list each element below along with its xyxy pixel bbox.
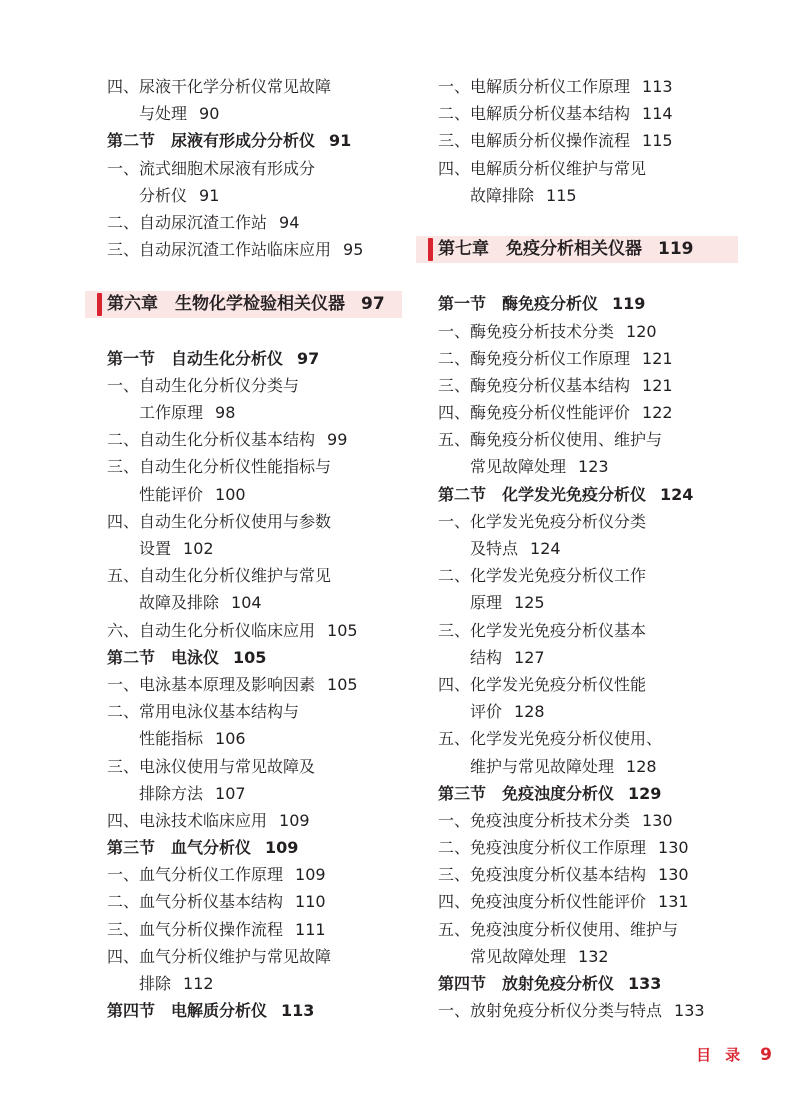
- toc-right-column: [438, 73, 738, 1024]
- entry-title: 四、电解质分析仪维护与常见: [438, 158, 647, 178]
- entry-page-number: 124: [530, 539, 561, 558]
- toc-entry-continuation: [107, 100, 402, 127]
- entry-page-number: 105: [233, 647, 267, 667]
- chapter-heading: [85, 291, 402, 318]
- entry-title: 第七章 免疫分析相关仪器: [438, 239, 642, 260]
- entry-title: 第三节 血气分析仪: [107, 838, 252, 858]
- entry-title: 第一节 酶免疫分析仪: [438, 294, 599, 314]
- entry-title: 四、电泳技术临床应用: [107, 810, 268, 830]
- section-heading: [107, 127, 402, 154]
- toc-entry-continuation: [107, 182, 402, 209]
- entry-title: 四、化学发光免疫分析仪性能: [438, 674, 647, 694]
- entry-page-number: 98: [215, 403, 236, 423]
- entry-page-number: 91: [329, 131, 352, 151]
- entry-title: 三、电解质分析仪操作流程: [438, 131, 631, 151]
- entry-page-number: 127: [514, 647, 545, 667]
- entry-page-number: 102: [183, 539, 214, 558]
- entry-title: 第三节 免疫浊度分析仪: [438, 783, 615, 803]
- entry-title: 三、免疫浊度分析仪基本结构: [438, 865, 647, 885]
- entry-page-number: 129: [628, 783, 662, 803]
- section-heading: [107, 997, 402, 1024]
- toc-entry-continuation: [107, 725, 402, 752]
- entry-title: 第二节 电泳仪: [107, 647, 220, 667]
- entry-page-number: 114: [642, 104, 673, 124]
- toc-entry: [438, 426, 738, 453]
- entry-title: 二、酶免疫分析仪工作原理: [438, 348, 631, 368]
- entry-title: 四、免疫浊度分析仪性能评价: [438, 892, 647, 912]
- toc-entry: [107, 155, 402, 182]
- entry-page-number: 130: [658, 838, 689, 858]
- entry-page-number: 109: [279, 810, 310, 830]
- entry-title: 五、自动生化分析仪维护与常见: [107, 566, 332, 586]
- toc-entry: [107, 426, 402, 453]
- entry-title: 二、常用电泳仪基本结构与: [107, 702, 300, 722]
- toc-entry: [438, 508, 738, 535]
- toc-entry-continuation: [107, 589, 402, 616]
- toc-entry: [107, 861, 402, 888]
- entry-title: 一、流式细胞术尿液有形成分: [107, 158, 316, 178]
- entry-title: 一、免疫浊度分析技术分类: [438, 810, 631, 830]
- toc-entry-continuation: [438, 453, 738, 480]
- toc-entry-continuation: [438, 535, 738, 562]
- entry-page-number: 115: [642, 131, 673, 151]
- entry-title: 分析仪: [139, 185, 188, 205]
- spacer: [438, 209, 738, 236]
- entry-title: 性能指标: [139, 729, 204, 749]
- toc-entry: [438, 861, 738, 888]
- entry-title: 原理: [470, 593, 503, 613]
- entry-page-number: 90: [199, 104, 220, 124]
- toc-entry: [107, 209, 402, 236]
- entry-title: 及特点: [470, 539, 519, 558]
- entry-page-number: 91: [199, 185, 220, 205]
- entry-page-number: 113: [281, 1001, 315, 1021]
- entry-title: 一、化学发光免疫分析仪分类: [438, 511, 647, 531]
- section-heading: [107, 644, 402, 671]
- entry-title: 三、自动尿沉渣工作站临床应用: [107, 240, 332, 260]
- entry-page-number: 109: [265, 838, 299, 858]
- entry-title: 二、自动尿沉渣工作站: [107, 212, 268, 232]
- toc-entry: [438, 399, 738, 426]
- entry-page-number: 130: [642, 810, 673, 830]
- entry-title: 二、电解质分析仪基本结构: [438, 104, 631, 124]
- entry-title: 一、酶免疫分析技术分类: [438, 321, 615, 341]
- entry-page-number: 130: [658, 865, 689, 885]
- entry-page-number: 121: [642, 348, 673, 368]
- toc-entry: [107, 617, 402, 644]
- chapter-marker-bar: [428, 238, 433, 261]
- entry-title: 与处理: [139, 104, 188, 124]
- entry-title: 设置: [139, 539, 172, 558]
- entry-title: 常见故障处理: [470, 457, 567, 477]
- section-heading: [107, 345, 402, 372]
- entry-title: 三、酶免疫分析仪基本结构: [438, 375, 631, 395]
- section-heading: [438, 481, 738, 508]
- section-heading: [438, 290, 738, 317]
- toc-entry-continuation: [438, 589, 738, 616]
- entry-page-number: 111: [295, 919, 326, 939]
- entry-title: 二、免疫浊度分析仪工作原理: [438, 838, 647, 858]
- toc-entry: [107, 698, 402, 725]
- entry-page-number: 133: [628, 974, 662, 993]
- entry-page-number: 119: [658, 239, 694, 260]
- entry-page-number: 106: [215, 729, 246, 749]
- toc-entry: [107, 453, 402, 480]
- toc-entry: [107, 671, 402, 698]
- section-heading: [438, 780, 738, 807]
- entry-title: 维护与常见故障处理: [470, 756, 615, 776]
- page-number: 9: [760, 1045, 772, 1065]
- entry-page-number: 122: [642, 403, 673, 423]
- entry-title: 第四节 放射免疫分析仪: [438, 974, 615, 993]
- toc-entry: [107, 916, 402, 943]
- entry-title: 第二节 尿液有形成分分析仪: [107, 131, 316, 151]
- entry-page-number: 128: [514, 702, 545, 722]
- entry-title: 故障排除: [470, 185, 535, 205]
- entry-page-number: 105: [327, 674, 358, 694]
- entry-title: 第四节 电解质分析仪: [107, 1001, 268, 1021]
- entry-page-number: 97: [297, 348, 320, 368]
- entry-page-number: 105: [327, 620, 358, 640]
- entry-title: 四、血气分析仪维护与常见故障: [107, 946, 332, 966]
- entry-title: 二、血气分析仪基本结构: [107, 892, 284, 912]
- entry-page-number: 109: [295, 865, 326, 885]
- toc-entry: [438, 100, 738, 127]
- toc-entry: [107, 508, 402, 535]
- toc-entry: [107, 236, 402, 263]
- entry-page-number: 123: [578, 457, 609, 477]
- entry-title: 一、电泳基本原理及影响因素: [107, 674, 316, 694]
- chapter-marker-bar: [97, 293, 102, 316]
- toc-entry: [438, 127, 738, 154]
- entry-title: 三、自动生化分析仪性能指标与: [107, 457, 332, 477]
- toc-entry: [438, 155, 738, 182]
- toc-entry: [438, 345, 738, 372]
- toc-entry: [107, 888, 402, 915]
- entry-title: 五、酶免疫分析仪使用、维护与: [438, 430, 663, 450]
- entry-page-number: 112: [183, 974, 214, 993]
- entry-page-number: 124: [660, 484, 694, 504]
- toc-entry-continuation: [107, 780, 402, 807]
- entry-title: 二、自动生化分析仪基本结构: [107, 430, 316, 450]
- chapter-heading: [416, 236, 738, 263]
- entry-page-number: 125: [514, 593, 545, 613]
- entry-page-number: 115: [546, 185, 577, 205]
- entry-title: 一、血气分析仪工作原理: [107, 865, 284, 885]
- page-footer: [696, 1044, 772, 1065]
- toc-entry: [107, 943, 402, 970]
- toc-entry: [438, 997, 738, 1024]
- toc-left-column: [107, 73, 402, 1024]
- entry-page-number: 120: [626, 321, 657, 341]
- toc-entry-continuation: [438, 698, 738, 725]
- entry-title: 六、自动生化分析仪临床应用: [107, 620, 316, 640]
- entry-page-number: 95: [343, 240, 364, 260]
- entry-page-number: 97: [361, 293, 385, 314]
- toc-entry-continuation: [107, 481, 402, 508]
- entry-page-number: 119: [612, 294, 646, 314]
- entry-page-number: 100: [215, 484, 246, 504]
- entry-title: 五、化学发光免疫分析仪使用、: [438, 729, 663, 749]
- entry-page-number: 121: [642, 375, 673, 395]
- toc-entry: [107, 807, 402, 834]
- section-heading: [438, 970, 738, 997]
- toc-entry-continuation: [107, 535, 402, 562]
- toc-entry: [438, 888, 738, 915]
- toc-entry: [438, 617, 738, 644]
- toc-entry: [438, 916, 738, 943]
- toc-entry: [438, 318, 738, 345]
- entry-title: 一、自动生化分析仪分类与: [107, 375, 300, 395]
- toc-entry: [438, 834, 738, 861]
- entry-page-number: 104: [231, 593, 262, 613]
- entry-page-number: 107: [215, 783, 246, 803]
- toc-entry-continuation: [438, 182, 738, 209]
- toc-entry-continuation: [438, 943, 738, 970]
- entry-title: 常见故障处理: [470, 946, 567, 966]
- toc-entry: [107, 73, 402, 100]
- entry-title: 排除方法: [139, 783, 204, 803]
- entry-title: 一、电解质分析仪工作原理: [438, 77, 631, 96]
- toc-entry: [438, 562, 738, 589]
- entry-title: 结构: [470, 647, 503, 667]
- entry-page-number: 113: [642, 77, 673, 96]
- entry-title: 二、化学发光免疫分析仪工作: [438, 566, 647, 586]
- entry-page-number: 132: [578, 946, 609, 966]
- entry-page-number: 110: [295, 892, 326, 912]
- entry-title: 性能评价: [139, 484, 204, 504]
- toc-entry: [438, 73, 738, 100]
- entry-title: 四、尿液干化学分析仪常见故障: [107, 77, 332, 96]
- toc-entry: [107, 562, 402, 589]
- entry-title: 第六章 生物化学检验相关仪器: [107, 293, 345, 314]
- section-heading: [107, 834, 402, 861]
- toc-entry-continuation: [107, 399, 402, 426]
- entry-title: 三、血气分析仪操作流程: [107, 919, 284, 939]
- entry-title: 一、放射免疫分析仪分类与特点: [438, 1001, 663, 1021]
- toc-entry-continuation: [438, 753, 738, 780]
- entry-title: 评价: [470, 702, 503, 722]
- entry-title: 三、化学发光免疫分析仪基本: [438, 620, 647, 640]
- entry-title: 三、电泳仪使用与常见故障及: [107, 756, 316, 776]
- toc-entry-continuation: [438, 644, 738, 671]
- toc-entry: [438, 807, 738, 834]
- footer-label: 目录: [696, 1046, 755, 1064]
- entry-title: 第二节 化学发光免疫分析仪: [438, 484, 647, 504]
- toc-entry: [107, 372, 402, 399]
- spacer: [438, 263, 738, 290]
- entry-title: 故障及排除: [139, 593, 220, 613]
- entry-title: 工作原理: [139, 403, 204, 423]
- entry-page-number: 94: [279, 212, 300, 232]
- entry-title: 第一节 自动生化分析仪: [107, 348, 284, 368]
- entry-page-number: 133: [674, 1001, 705, 1021]
- spacer: [107, 318, 402, 345]
- toc-entry: [438, 725, 738, 752]
- entry-title: 排除: [139, 974, 172, 993]
- toc-entry-continuation: [107, 970, 402, 997]
- toc-entry: [438, 671, 738, 698]
- spacer: [107, 263, 402, 290]
- entry-title: 五、免疫浊度分析仪使用、维护与: [438, 919, 679, 939]
- entry-page-number: 99: [327, 430, 348, 450]
- entry-title: 四、酶免疫分析仪性能评价: [438, 403, 631, 423]
- entry-page-number: 128: [626, 756, 657, 776]
- toc-entry: [107, 753, 402, 780]
- entry-page-number: 131: [658, 892, 689, 912]
- toc-entry: [438, 372, 738, 399]
- entry-title: 四、自动生化分析仪使用与参数: [107, 511, 332, 531]
